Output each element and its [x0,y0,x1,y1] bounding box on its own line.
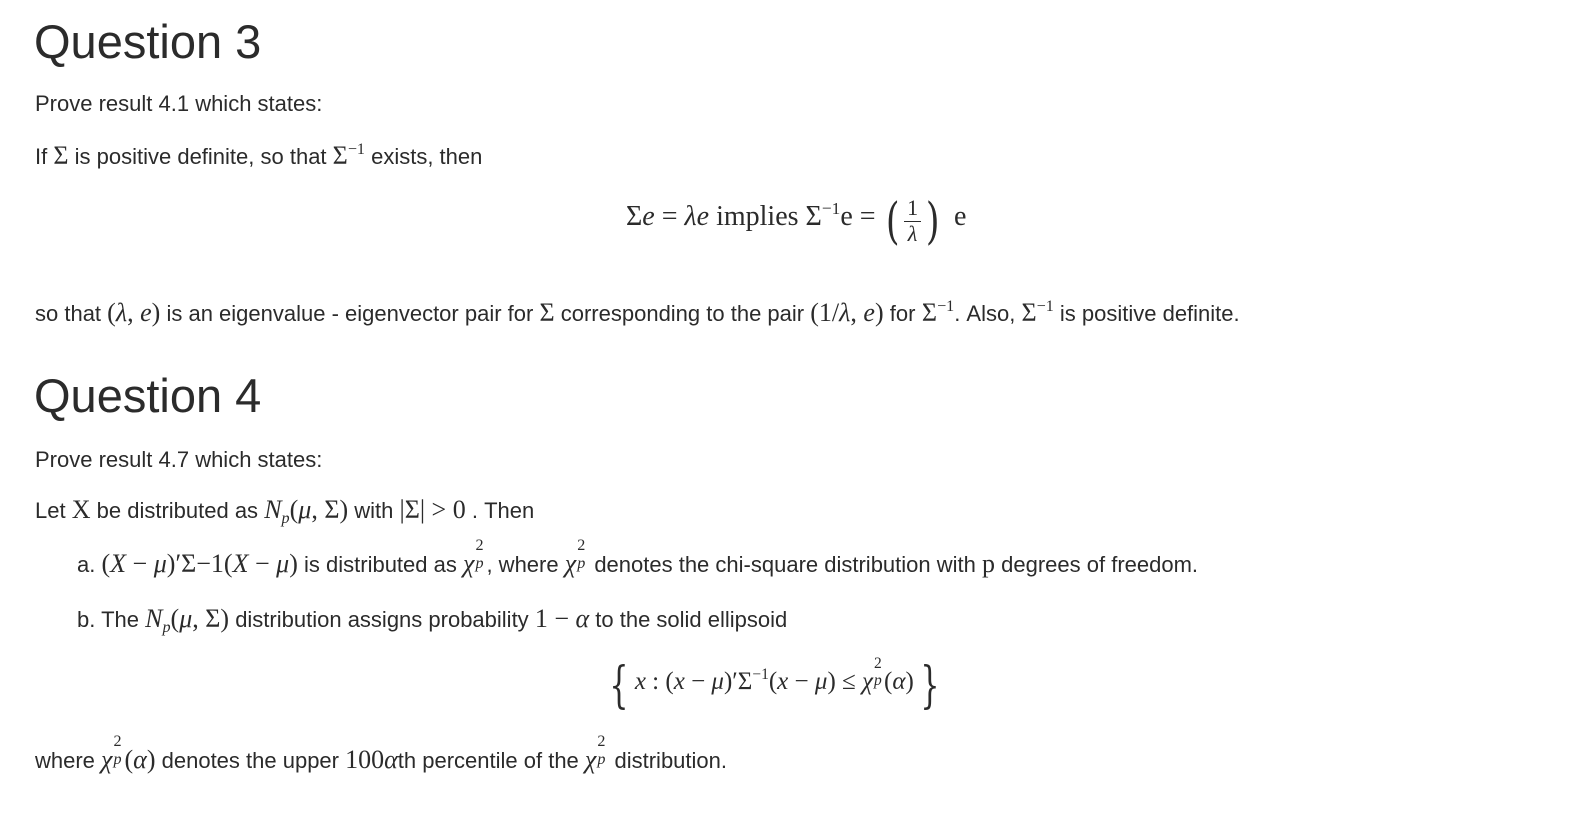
sigma-inverse-2: $\Sigma^{-1}$ [915,297,955,327]
question-4-heading: Question 4 [34,369,262,422]
normal-dist: $N_p(\mu$, Σ) [264,495,349,527]
hundred-alpha: 100α [345,745,398,774]
so-mid1: is an eigenvalue - eigenvector pair for [166,301,534,326]
sigma-symbol-2: Σ [539,298,555,327]
question-3-intro: Prove result 4.1 which states: [35,91,323,116]
let-mid2: with [354,498,394,523]
chi-square-p: χ 2 p [463,537,484,578]
one-minus-alpha: 1 − α [534,604,590,633]
left-brace: { [609,656,629,714]
pair-inverse-lambda-e: (1/λ, e) [810,298,884,327]
right-brace: } [920,656,940,714]
left-paren: ( [885,192,900,250]
if-mid: is positive definite, so that [74,144,327,169]
if-suffix: exists, then [371,144,483,169]
item-b-t3: to the solid ellipsoid [595,607,788,632]
question-4-where-line [35,733,728,774]
where-mid2: th percentile of the [397,748,579,773]
chi-square-p-2: χ 2 p [564,537,586,578]
question-3-so-line [35,297,1240,327]
question-3-display-equation [626,192,967,250]
item-b-t1: The [101,607,139,632]
so-mid4: . Also, [954,301,1016,326]
quadratic-form: (X − μ)′Σ−1(X − μ) [101,549,298,578]
item-b-marker: b. [77,607,96,632]
let-prefix: Let [35,498,66,523]
var-x: X [71,495,91,524]
item-a-t2: , where [486,552,559,577]
eq-rhs-e: e [947,201,967,233]
item-a-marker: a. [77,552,96,577]
var-p: p [982,549,995,578]
fraction-one-over-lambda: $\frac{1}{\lambda}$ [902,196,923,245]
eq-implies-word: implies [716,201,799,233]
sigma-symbol: Σ [53,141,69,170]
right-paren: ) [925,192,940,250]
ellipsoid-body: x : $(x - \mu)'\Sigma^{-1}(x - \mu) \le \chi$ 2 p (α) [634,654,914,696]
question-3-heading: Question 3 [34,15,262,68]
where-suffix: distribution. [614,748,728,773]
so-prefix: so that [35,301,102,326]
det-condition: |Σ| > 0 [399,495,466,524]
pair-lambda-e: (λ, e) [107,298,161,327]
so-suffix: is positive definite. [1059,301,1240,326]
eq-lhs: Σe = λe implies $\Sigma^{-1}e$ = [626,198,883,233]
question-4-intro: Prove result 4.7 which states: [35,447,323,472]
list-item-b [77,604,788,636]
if-prefix: If [35,144,48,169]
where-prefix: where [35,748,95,773]
sigma-inverse: $\Sigma^{-1}$ [332,140,365,170]
item-a-t1: is distributed as [304,552,457,577]
chi-square-alpha: χ 2 p (α) [101,733,156,774]
sigma-inverse-3: $\Sigma^{-1}$ [1021,297,1054,327]
item-b-t2: distribution assigns probability [235,607,529,632]
question-3-if-line [35,140,483,170]
question-4-let-line [35,495,535,527]
ellipsoid-set-equation [603,654,946,714]
let-suffix: . Then [471,498,535,523]
item-a-t3: denotes the chi-square distribution with [594,552,976,577]
so-mid2: corresponding to the pair [560,301,805,326]
chi-square-p-3: χ 2 p [584,733,606,774]
item-a-t4: degrees of freedom. [1001,552,1199,577]
list-item-a [77,537,1199,578]
where-mid1: denotes the upper [161,748,339,773]
let-mid1: be distributed as [96,498,259,523]
so-mid3: for [889,301,916,326]
normal-dist-2: $N_p(\mu$, Σ) [145,604,230,636]
